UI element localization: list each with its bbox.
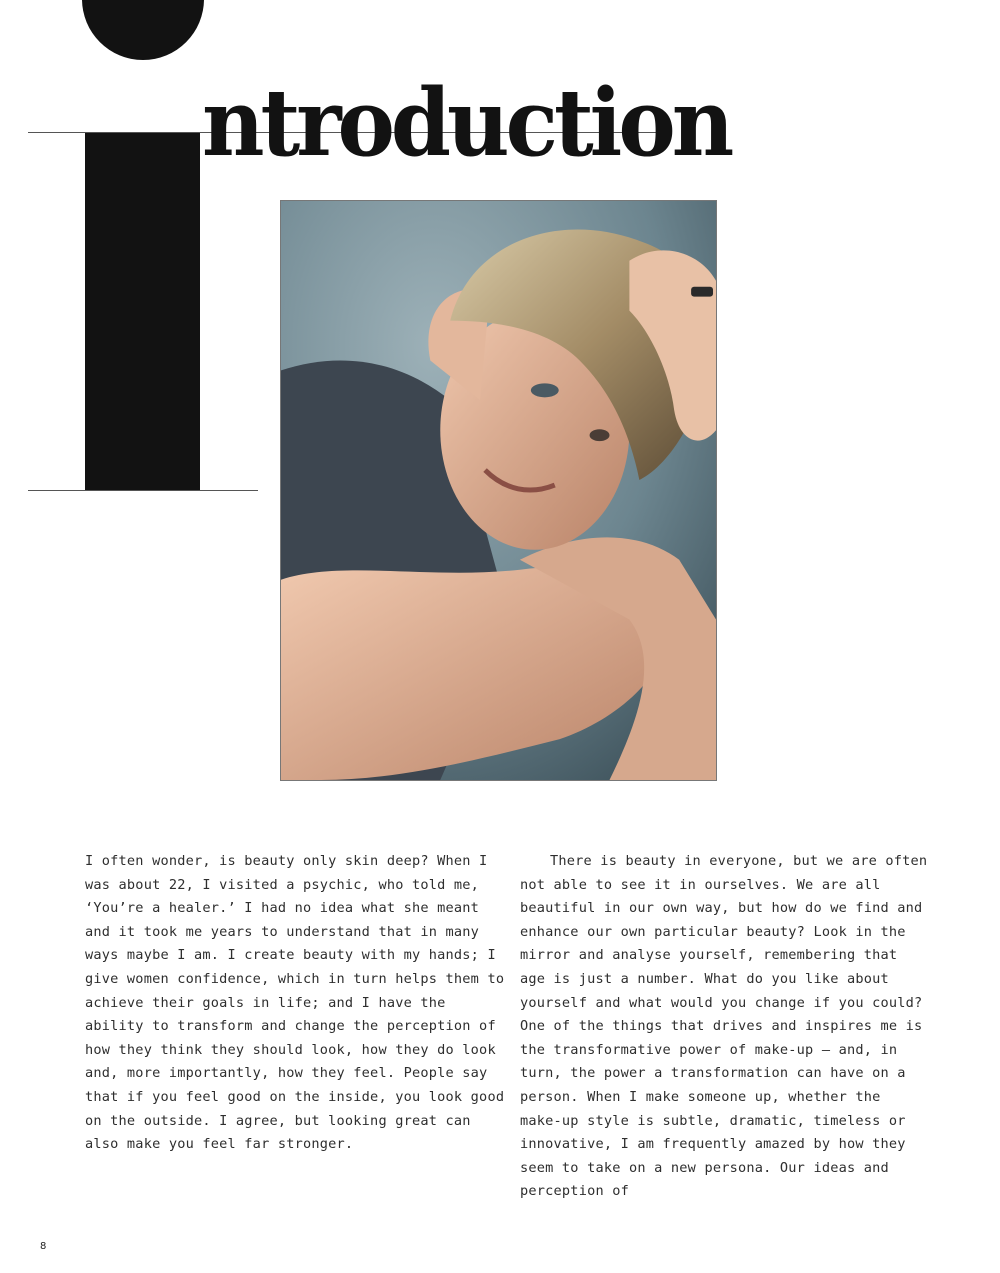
drop-letter-dot <box>82 0 204 60</box>
body-column-right <box>520 850 930 1204</box>
drop-letter-i <box>85 133 200 491</box>
body-column-left <box>85 850 505 1157</box>
heading-rule-bottom <box>28 490 258 491</box>
paragraph: I often wonder, is beauty only skin deep? When I was about 22, I visited a psychic, who told me, ‘You’re a healer.’ I had no idea what she meant and it took me years to understand that in many ways maybe I am. I create beauty with my hands; I give women confidence, which in turn helps them to achieve their goals in life; and I have the ability to transform and change the perception of how they think they should look, how they do look and, more importantly, how they feel. People say that if you feel good on the inside, you look good on the outside. I agree, but looking great can also make you feel far stronger. <box>85 853 505 1153</box>
paragraph: There is beauty in everyone, but we are often not able to see it in ourselves. We are all beautiful in our own way, but how do we find and enhance our own particular beauty? Look in the mirror and analyse yourself, remembering that age is just a number. What do you like about yourself and what would you change if you could? One of the things that drives and inspires me is the transformative power of make-up – and, in turn, the power a transformation can have on a person. When I make someone up, whether the make-up style is subtle, dramatic, timeless or innovative, I am frequently amazed by how they seem to take on a new persona. Our ideas and perception of <box>520 853 928 1200</box>
portrait-photo <box>280 200 717 781</box>
page-number: 8 <box>40 1241 47 1252</box>
portrait-illustration <box>281 201 716 780</box>
page-title: ntroduction <box>202 68 731 178</box>
